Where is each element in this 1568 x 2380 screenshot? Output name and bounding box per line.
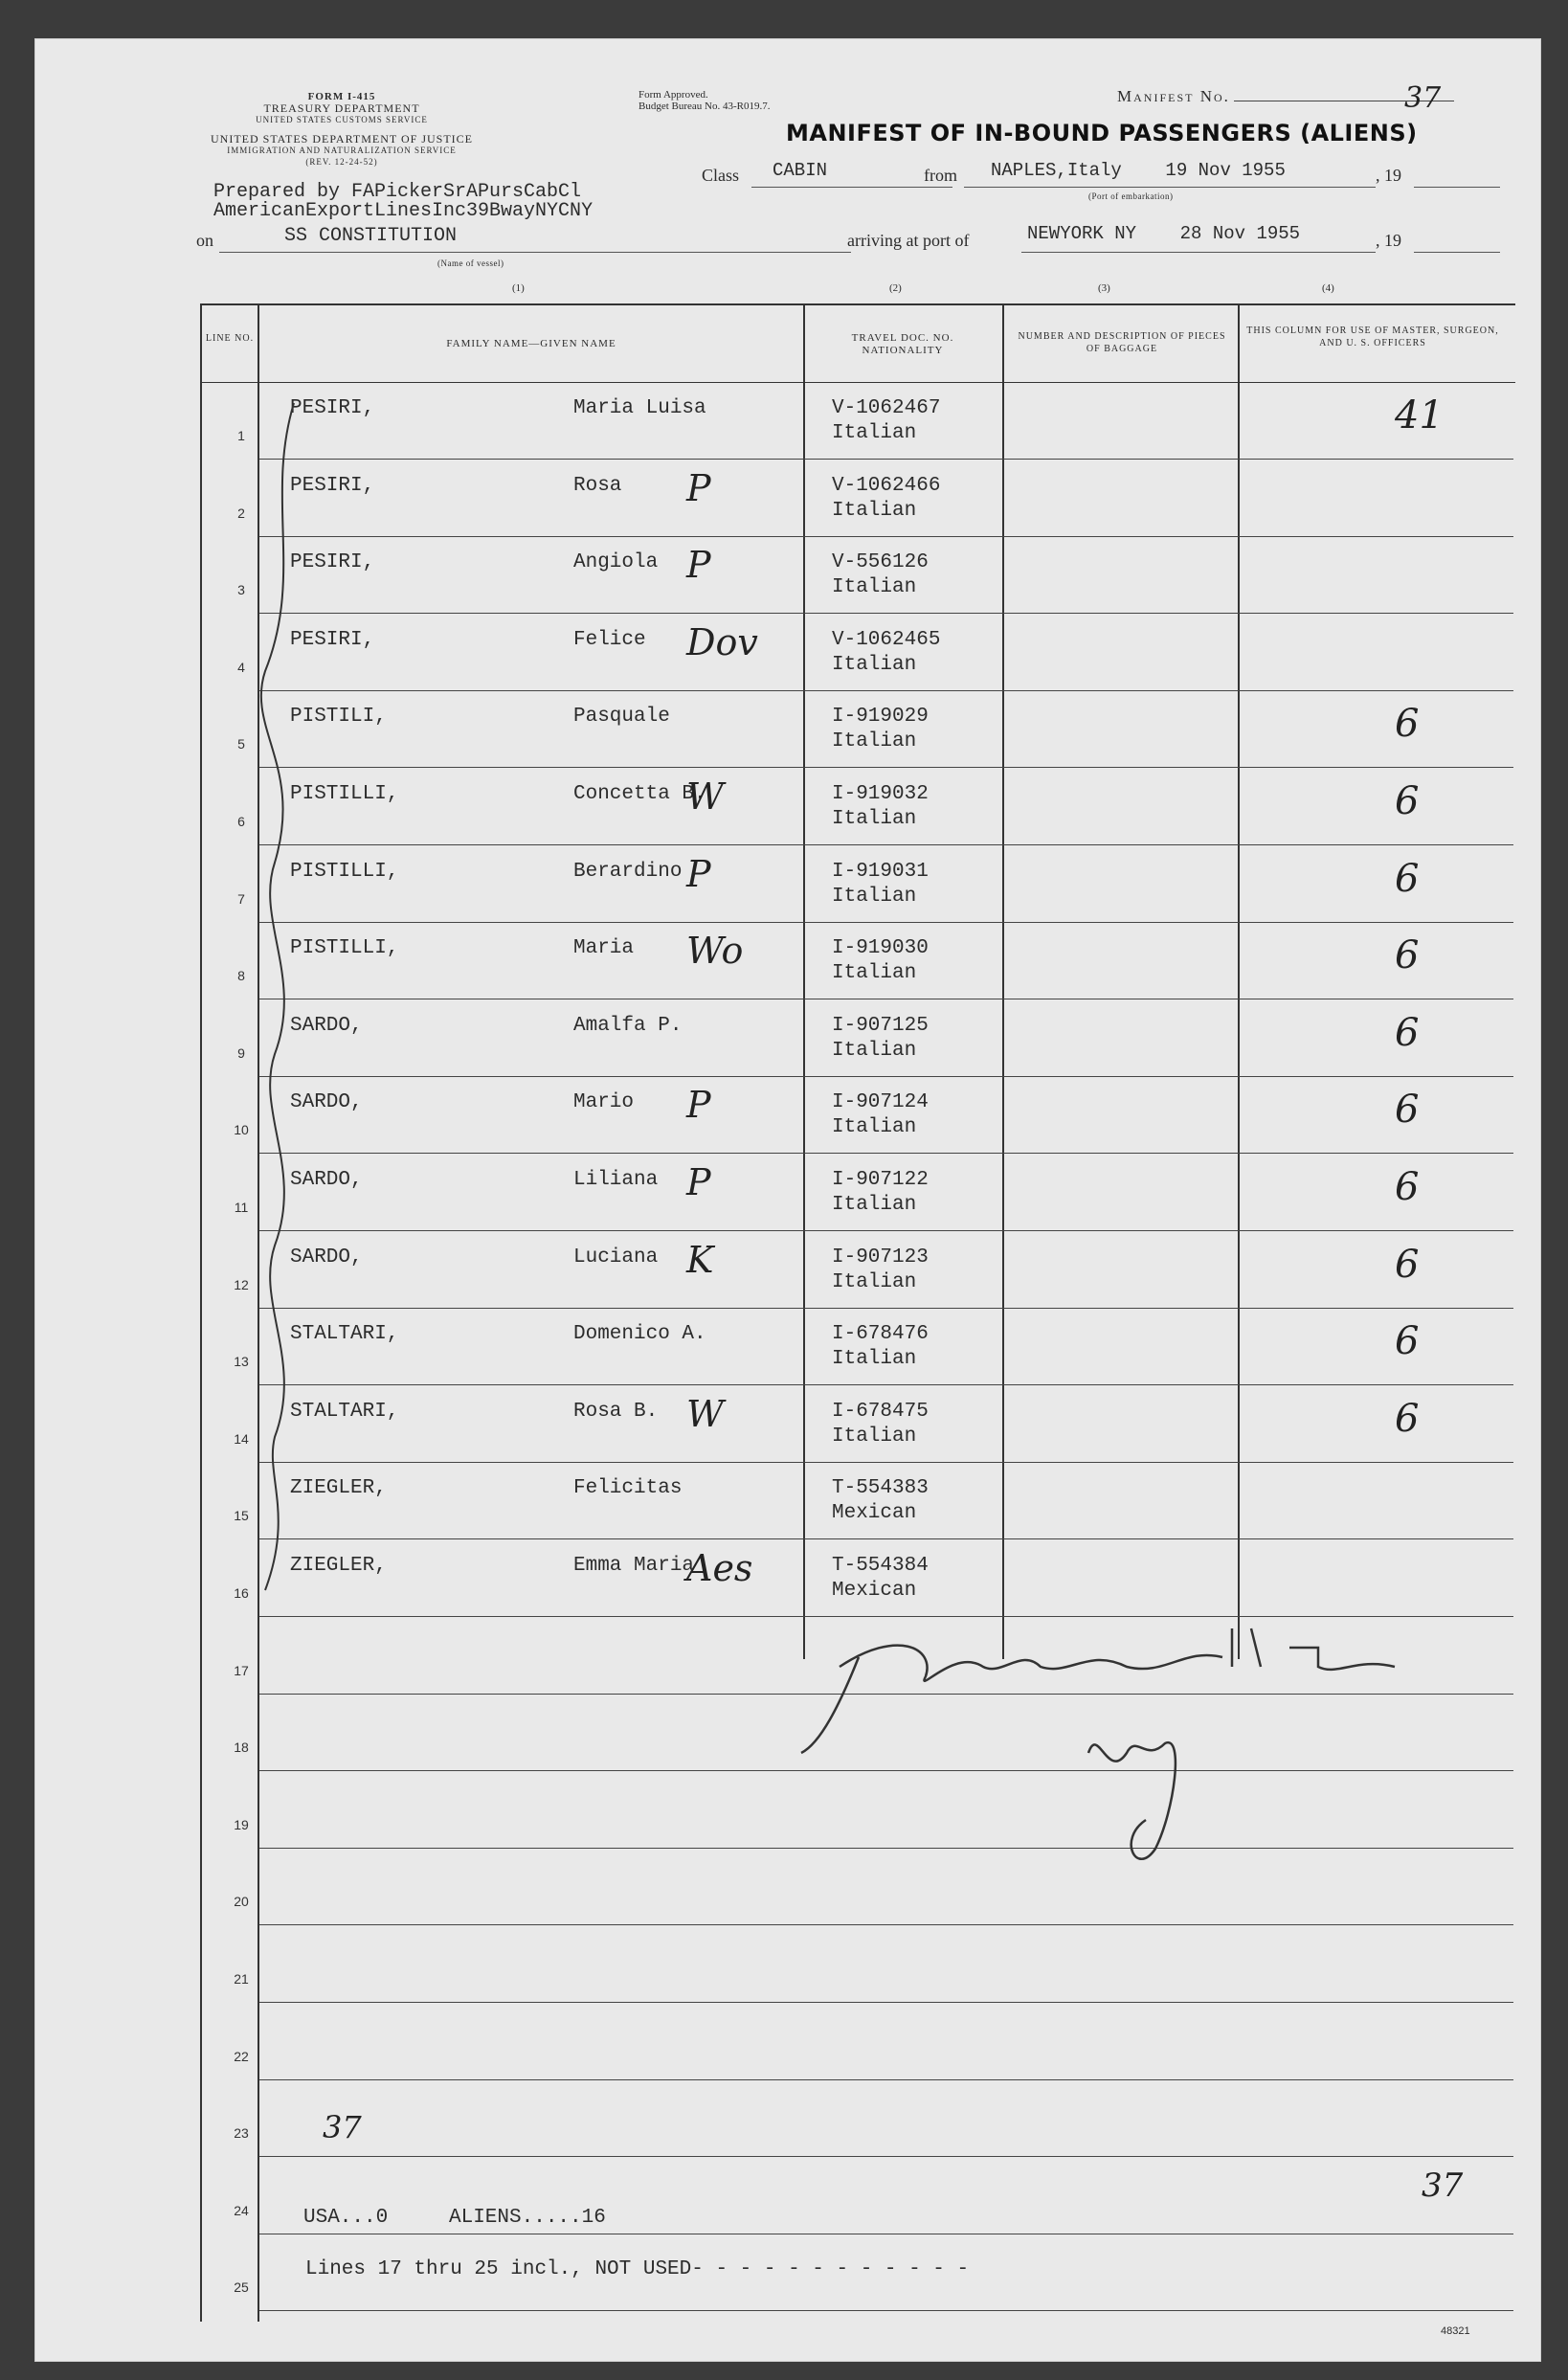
customs-service: UNITED STATES CUSTOMS SERVICE xyxy=(256,115,428,124)
header-officers: THIS COLUMN FOR USE OF MASTER, SURGEON, AND U. S. OFFICERS xyxy=(1246,326,1499,348)
class-value: CABIN xyxy=(773,160,828,181)
vessel-label: (Name of vessel) xyxy=(437,258,504,268)
family-name: STALTARI, xyxy=(290,1400,399,1423)
justice-dept: UNITED STATES DEPARTMENT OF JUSTICE xyxy=(210,132,473,146)
nationality: Mexican xyxy=(832,1502,917,1525)
column-number-1: (1) xyxy=(512,282,525,294)
family-name: SARDO, xyxy=(290,1091,363,1114)
family-name: PESIRI, xyxy=(290,628,375,651)
budget-bureau: Budget Bureau No. 43-R019.7. xyxy=(638,101,771,112)
form-title: MANIFEST OF IN-BOUND PASSENGERS (ALIENS) xyxy=(786,120,1418,146)
line-number: 14 xyxy=(234,1430,249,1447)
line-number: 21 xyxy=(234,1971,249,1987)
nationality: Italian xyxy=(832,1039,917,1062)
aliens-count: ALIENS.....16 xyxy=(449,2207,606,2229)
class-label: Class xyxy=(702,166,740,185)
nationality: Italian xyxy=(832,576,917,599)
column-number-4: (4) xyxy=(1322,282,1334,294)
line-number: 11 xyxy=(234,1200,249,1215)
form-number: FORM I-415 xyxy=(307,91,376,102)
given-name: Luciana xyxy=(573,1246,659,1269)
line-number: 24 xyxy=(234,2202,249,2218)
manifest-number xyxy=(1117,81,1500,115)
handwritten-initial: Aes xyxy=(686,1547,753,1589)
officer-mark: 6 xyxy=(1395,1319,1420,1364)
line-number: 16 xyxy=(234,1585,249,1601)
family-name: SARDO, xyxy=(290,1246,363,1269)
given-name: Maria Luisa xyxy=(573,397,706,419)
family-name: PISTILLI, xyxy=(290,783,399,805)
line-number: 17 xyxy=(234,1662,249,1678)
line-number: 7 xyxy=(237,890,245,907)
nationality: Italian xyxy=(832,653,917,676)
family-name: STALTARI, xyxy=(290,1323,399,1346)
header-name: FAMILY NAME—GIVEN NAME xyxy=(446,338,616,349)
prepared-by xyxy=(213,183,593,221)
family-name: PISTILI, xyxy=(290,706,387,729)
form-approval xyxy=(638,89,770,112)
travel-doc-number: T-554384 xyxy=(832,1555,929,1577)
line-number: 18 xyxy=(234,1740,249,1756)
line-number: 13 xyxy=(234,1354,249,1370)
family-name: PESIRI, xyxy=(290,474,375,497)
given-name: Felicitas xyxy=(573,1477,683,1500)
line-number: 4 xyxy=(237,659,245,675)
manifest-no-value: 37 xyxy=(1404,81,1442,115)
family-name: SARDO, xyxy=(290,1014,363,1037)
handwritten-initial: P xyxy=(686,1084,711,1127)
officer-mark: 6 xyxy=(1395,1242,1420,1287)
nationality: Italian xyxy=(832,730,917,753)
header-travel-doc xyxy=(805,332,1000,357)
handwritten-initial: P xyxy=(686,1161,711,1203)
line-number: 20 xyxy=(234,1894,249,1910)
officer-mark: 6 xyxy=(1395,933,1420,978)
line-number: 15 xyxy=(234,1508,249,1524)
handwritten-initial: Dov xyxy=(686,620,758,663)
travel-doc-number: I-907122 xyxy=(832,1169,929,1191)
officer-mark: 6 xyxy=(1395,1396,1420,1441)
given-name: Domenico A. xyxy=(573,1323,706,1346)
line-number: 2 xyxy=(237,505,245,521)
given-name: Concetta B. xyxy=(573,783,706,805)
header-line-no: LINE NO. xyxy=(205,333,255,344)
lines-not-used: Lines 17 thru 25 incl., NOT USED- - - - - - - - - - - - xyxy=(305,2258,970,2280)
travel-doc-number: I-919031 xyxy=(832,860,929,883)
from-value: NAPLES,Italy 19 Nov 1955 xyxy=(991,160,1286,181)
officer-mark: 6 xyxy=(1395,702,1420,747)
table-row xyxy=(35,2005,1540,2081)
given-name: Berardino xyxy=(573,860,683,883)
officer-mark: 6 xyxy=(1395,856,1420,901)
vessel-name: SS CONSTITUTION xyxy=(284,225,458,247)
line-number: 8 xyxy=(237,968,245,984)
nationality: Italian xyxy=(832,1116,917,1139)
column-number-2: (2) xyxy=(889,282,902,294)
nationality: Italian xyxy=(832,1270,917,1293)
nationality: Italian xyxy=(832,1348,917,1371)
handwritten-initial: P xyxy=(686,544,711,587)
header-baggage: NUMBER AND DESCRIPTION OF PIECES OF BAGGAGE xyxy=(1018,331,1226,354)
arriving-label: arriving at port of xyxy=(847,231,970,250)
table-row xyxy=(35,1927,1540,2004)
mark-line-23: 37 xyxy=(323,2109,362,2145)
table-row xyxy=(35,2159,1540,2235)
line-number: 19 xyxy=(234,1816,249,1832)
nationality: Italian xyxy=(832,422,917,444)
travel-doc-number: V-1062466 xyxy=(832,474,941,497)
arriving-value: NEWYORK NY 28 Nov 1955 xyxy=(1027,223,1301,244)
travel-doc-number: I-907125 xyxy=(832,1014,929,1037)
ins-service: IMMIGRATION AND NATURALIZATION SERVICE xyxy=(227,146,457,155)
table-row xyxy=(35,2081,1540,2158)
given-name: Liliana xyxy=(573,1169,659,1191)
nationality: Mexican xyxy=(832,1580,917,1602)
travel-doc-number: V-1062465 xyxy=(832,628,941,651)
officer-mark: 6 xyxy=(1395,1165,1420,1209)
line-number: 9 xyxy=(237,1044,245,1061)
form-stamp-number: 48321 xyxy=(1441,2325,1470,2337)
handwritten-bracket xyxy=(208,384,342,1667)
given-name: Felice xyxy=(573,628,646,651)
port-of-embarkation-label: (Port of embarkation) xyxy=(1088,191,1174,201)
on-label: on xyxy=(196,231,213,250)
handwritten-signature xyxy=(782,1590,1452,1897)
family-name: PESIRI, xyxy=(290,397,375,419)
line-number: 22 xyxy=(234,2048,249,2064)
form-revision: (REV. 12-24-52) xyxy=(305,157,378,167)
officer-mark: 6 xyxy=(1395,1088,1420,1133)
nationality: Italian xyxy=(832,885,917,908)
officer-mark: 6 xyxy=(1395,779,1420,823)
line-number: 23 xyxy=(234,2125,249,2142)
handwritten-initial: Wo xyxy=(686,930,744,973)
family-name: SARDO, xyxy=(290,1169,363,1191)
given-name: Pasquale xyxy=(573,706,670,729)
handwritten-initial: W xyxy=(686,1392,725,1435)
family-name: PESIRI, xyxy=(290,551,375,574)
prepared-line-1: Prepared by FAPickerSrAPursCabCl xyxy=(213,181,582,203)
family-name: PISTILLI, xyxy=(290,860,399,883)
family-name: ZIEGLER, xyxy=(290,1477,387,1500)
travel-doc-number: T-554383 xyxy=(832,1477,929,1500)
travel-doc-number: I-907123 xyxy=(832,1246,929,1269)
given-name: Angiola xyxy=(573,551,659,574)
handwritten-initial: K xyxy=(686,1238,714,1281)
given-name: Rosa xyxy=(573,474,622,497)
form-header-left xyxy=(189,91,495,168)
family-name: ZIEGLER, xyxy=(290,1555,387,1577)
travel-doc-number: I-907124 xyxy=(832,1091,929,1114)
travel-doc-number: I-678475 xyxy=(832,1400,929,1423)
line-number: 10 xyxy=(234,1122,249,1138)
handwritten-initial: W xyxy=(686,775,725,818)
travel-doc-number: I-919029 xyxy=(832,706,929,729)
travel-doc-number: V-1062467 xyxy=(832,397,941,419)
line-number: 1 xyxy=(237,428,245,443)
year-suffix-2: , 19 xyxy=(1376,231,1401,250)
line-number: 6 xyxy=(237,814,245,829)
given-name: Emma Maria xyxy=(573,1555,695,1577)
family-name: PISTILLI, xyxy=(290,937,399,960)
given-name: Maria xyxy=(573,937,635,960)
line-number: 25 xyxy=(234,2279,249,2296)
officer-mark: 41 xyxy=(1395,393,1444,438)
handwritten-initial: P xyxy=(686,466,711,509)
column-number-3: (3) xyxy=(1098,282,1110,294)
line-number: 12 xyxy=(234,1276,249,1292)
nationality: Italian xyxy=(832,962,917,985)
mark-line-24: 37 xyxy=(1422,2167,1464,2205)
nationality: Italian xyxy=(832,808,917,830)
year-suffix-1: , 19 xyxy=(1376,166,1401,185)
header-nationality: NATIONALITY xyxy=(862,345,944,356)
nationality: Italian xyxy=(832,1425,917,1448)
given-name: Mario xyxy=(573,1091,635,1114)
nationality: Italian xyxy=(832,499,917,522)
given-name: Amalfa P. xyxy=(573,1014,683,1037)
travel-doc-number: I-919032 xyxy=(832,783,929,805)
usa-count: USA...0 xyxy=(303,2207,389,2229)
manifest-no-label: Manifest No. xyxy=(1117,87,1230,105)
prepared-line-2: AmericanExportLinesInc39BwayNYCNY xyxy=(213,200,594,222)
nationality: Italian xyxy=(832,1194,917,1216)
travel-doc-number: V-556126 xyxy=(832,551,929,574)
travel-doc-number: I-678476 xyxy=(832,1323,929,1346)
from-label: from xyxy=(924,166,957,185)
treasury-dept: TREASURY DEPARTMENT xyxy=(263,101,420,115)
manifest-sheet xyxy=(34,38,1541,2362)
line-number: 3 xyxy=(237,582,245,598)
handwritten-initial: P xyxy=(686,852,711,895)
travel-doc-number: I-919030 xyxy=(832,937,929,960)
line-number: 5 xyxy=(237,736,245,752)
header-travel-doc-label: TRAVEL DOC. NO. xyxy=(851,332,954,344)
form-approved: Form Approved. xyxy=(638,89,708,101)
officer-mark: 6 xyxy=(1395,1010,1420,1055)
given-name: Rosa B. xyxy=(573,1400,659,1423)
